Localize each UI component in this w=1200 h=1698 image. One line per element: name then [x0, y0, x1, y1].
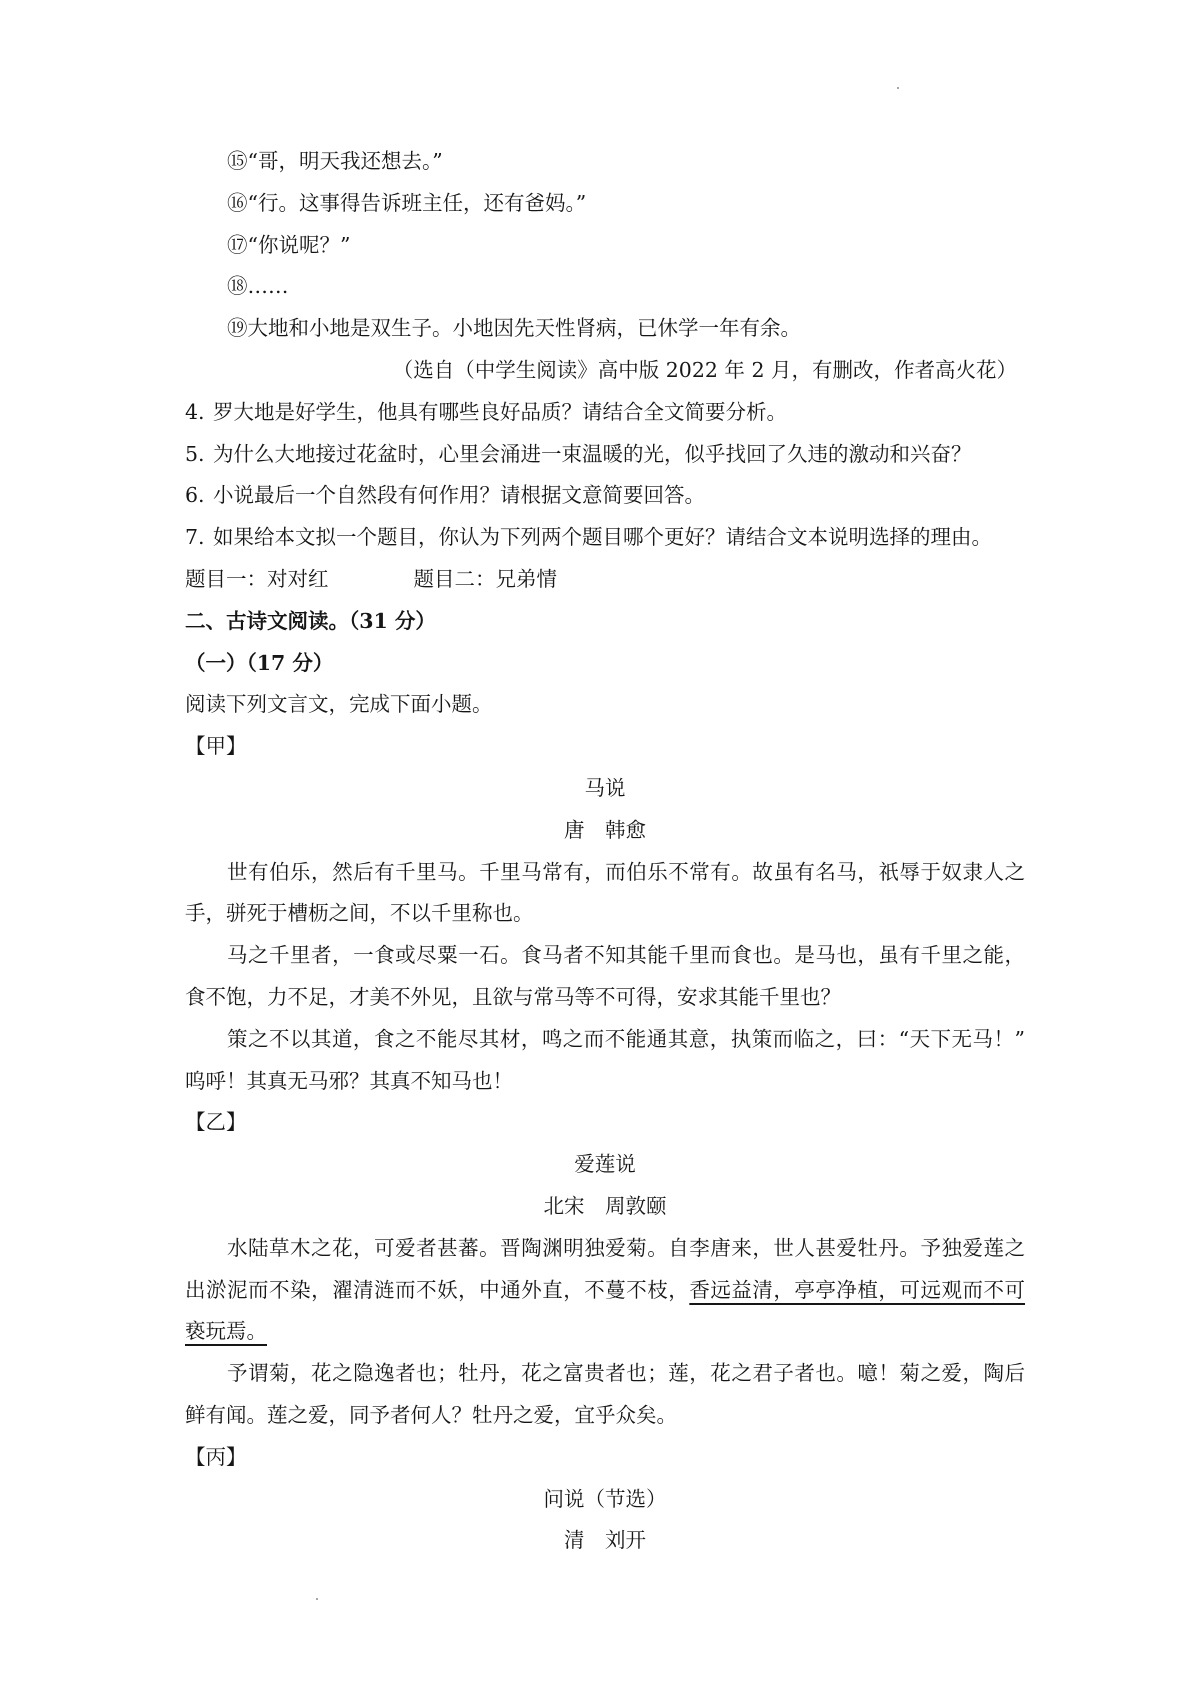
- passage-line: 食不饱，力不足，才美不外见，且欲与常马等不可得，安求其能千里也？: [185, 984, 841, 1009]
- passage-line: [185, 1311, 1025, 1353]
- question-number: 6.: [185, 483, 205, 508]
- text-label-bing: 【丙】: [185, 1444, 247, 1469]
- question-item: [185, 434, 1025, 476]
- page-content: [185, 141, 1025, 1562]
- question-number: 7.: [185, 525, 205, 550]
- question-number: 5.: [185, 441, 205, 466]
- question-number: 4.: [185, 399, 205, 424]
- text-author: 唐 韩愈: [564, 817, 646, 842]
- instruction: 阅读下列文言文，完成下面小题。: [185, 692, 493, 717]
- question-text: 小说最后一个自然段有何作用？请根据文意简要回答。: [213, 483, 705, 508]
- story-line: ⑮“哥，明天我还想去。”: [227, 149, 443, 173]
- text-title: 爱莲说: [574, 1152, 636, 1177]
- question-text: 如果给本文拟一个题目，你认为下列两个题目哪个更好？请结合文本说明选择的理由。: [213, 525, 992, 550]
- question-item: [185, 392, 1025, 434]
- text-author: 清 刘开: [564, 1528, 646, 1553]
- part-heading: （一）（17 分）: [185, 650, 334, 675]
- underlined-segment: 亵玩焉。: [185, 1319, 267, 1344]
- story-line: ⑲大地和小地是双生子。小地因先天性肾病，已休学一年有余。: [227, 316, 801, 341]
- source-citation: （选自（中学生阅读》高中版 2022 年 2 月，有删改，作者高火花）: [392, 357, 1017, 382]
- question-text: 为什么大地接过花盆时，心里会涌进一束温暖的光，似乎找回了久违的激动和兴奋？: [213, 441, 972, 466]
- passage-line: 策之不以其道，食之不能尽其材，鸣之而不能通其意，执策而临之，曰：“天下无马！”: [227, 1026, 1025, 1051]
- text-title: 马说: [584, 775, 626, 800]
- text-label-yi: 【乙】: [185, 1110, 247, 1135]
- text-label-jia: 【甲】: [185, 734, 247, 759]
- passage-line: 世有伯乐，然后有千里马。千里马常有，而伯乐不常有。故虽有名马，祇辱于奴隶人之: [227, 859, 1025, 884]
- passage-segment: 出淤泥而不染，濯清涟而不妖，中通外直，不蔓不枝，: [185, 1277, 690, 1302]
- title-options: [185, 559, 1025, 601]
- passage-line: 予谓菊，花之隐逸者也；牡丹，花之富贵者也；莲，花之君子者也。噫！菊之爱，陶后: [227, 1361, 1025, 1386]
- passage-line: 马之千里者，一食或尽粟一石。食马者不知其能千里而食也。是马也，虽有千里之能，: [227, 943, 1025, 968]
- passage-line: 水陆草木之花，可爱者甚蕃。晋陶渊明独爱菊。自李唐来，世人甚爱牡丹。予独爱莲之: [227, 1235, 1025, 1260]
- title-option-two: 题目二：兄弟情: [413, 566, 557, 591]
- story-line: ⑱……: [227, 274, 289, 299]
- story-line: ⑯“行。这事得告诉班主任，还有爸妈。”: [227, 190, 587, 215]
- scan-speck: [897, 87, 899, 89]
- question-item: [185, 475, 1025, 517]
- text-author: 北宋 周敦颐: [543, 1193, 667, 1218]
- question-item: [185, 517, 1025, 559]
- passage-line: [185, 1270, 1025, 1312]
- passage-line: 呜呼！其真无马邪？其真不知马也！: [185, 1068, 513, 1093]
- passage-line: 鲜有闻。莲之爱，同予者何人？牡丹之爱，宜乎众矣。: [185, 1402, 677, 1427]
- story-line: ⑰“你说呢？”: [227, 232, 351, 257]
- title-option-one: 题目一：对对红: [185, 566, 329, 591]
- section-heading: 二、古诗文阅读。（31 分）: [185, 608, 436, 633]
- text-title: 问说（节选）: [543, 1486, 667, 1511]
- question-text: 罗大地是好学生，他具有哪些良好品质？请结合全文简要分析。: [213, 399, 787, 424]
- underlined-segment: 香远益清，亭亭净植，可远观而不可: [689, 1277, 1026, 1302]
- passage-line: 手，骈死于槽枥之间，不以千里称也。: [185, 901, 534, 926]
- scan-speck: [316, 1598, 318, 1600]
